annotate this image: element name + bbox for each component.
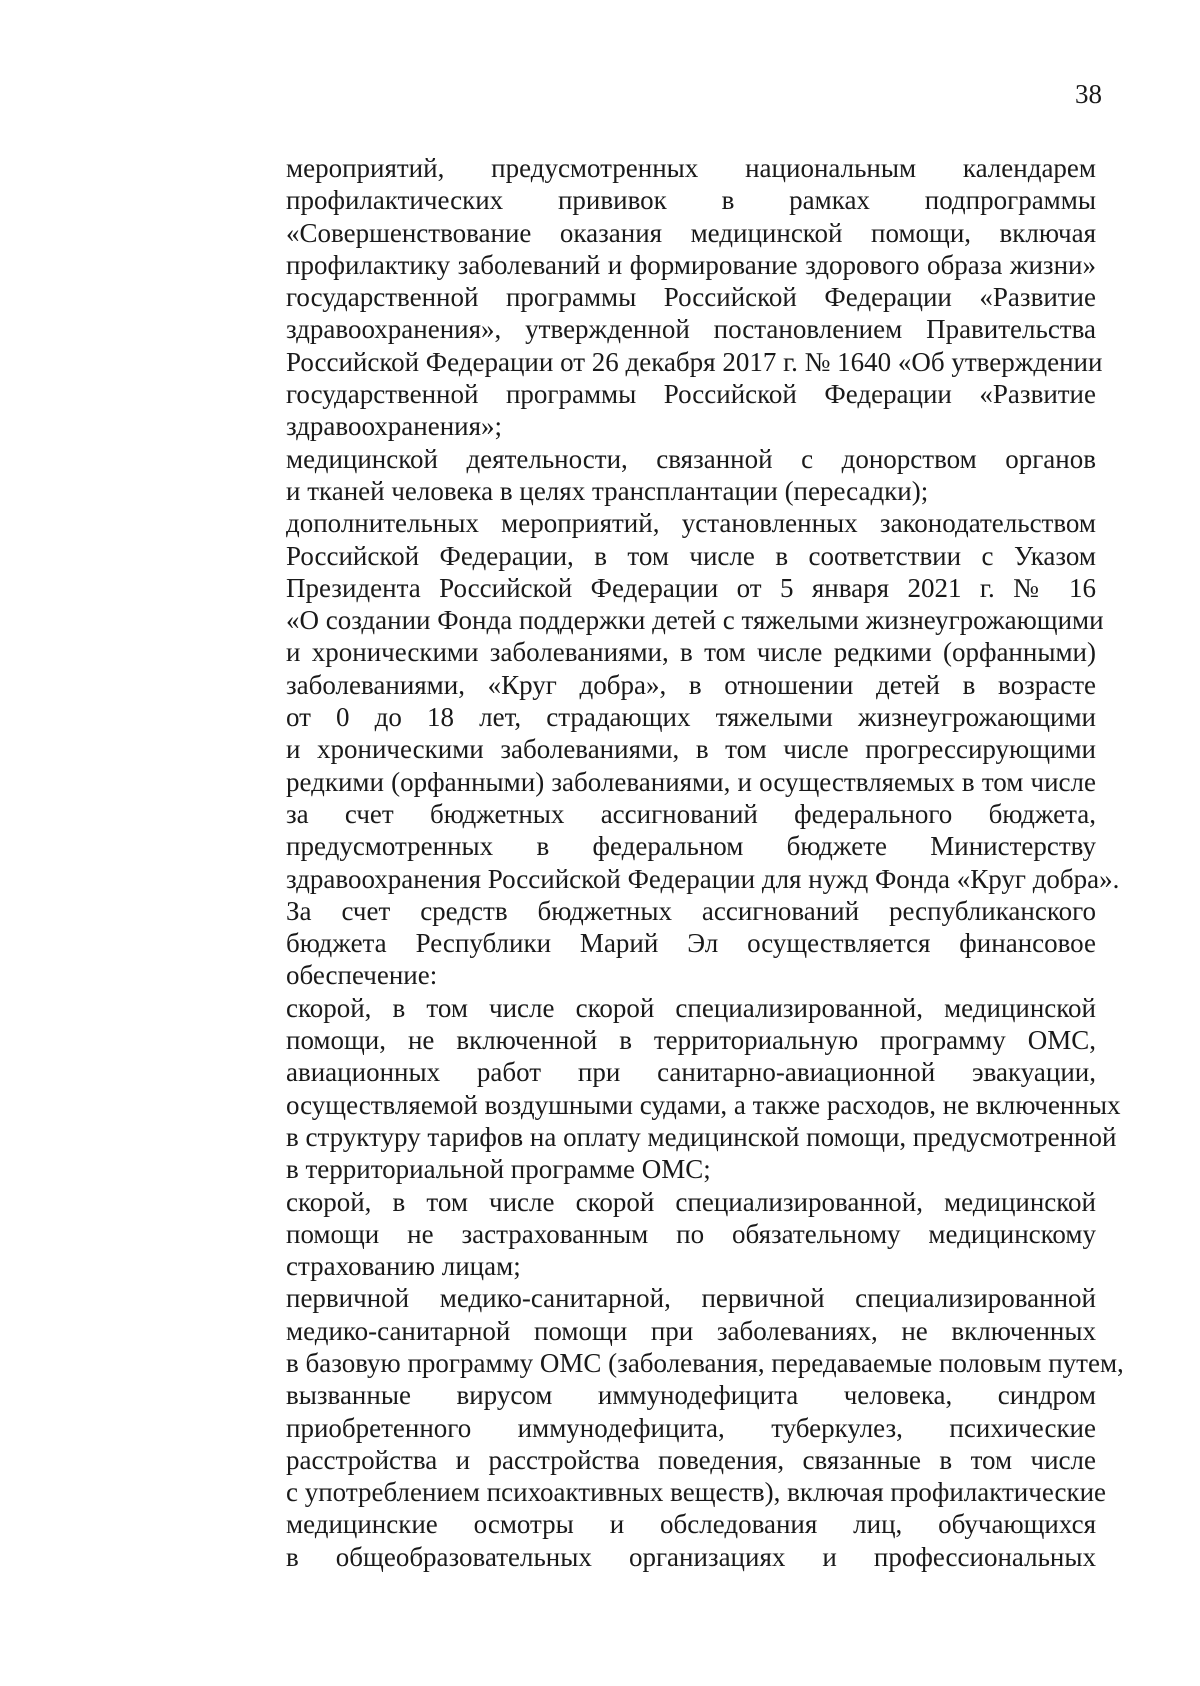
paragraph (220, 443, 1096, 508)
text-line: медицинские осмотры и обследования лиц, обучающихся (286, 1509, 1096, 1540)
paragraph (220, 1282, 1124, 1573)
text-line: первичной медико-санитарной, первичной специализированной (286, 1283, 1096, 1314)
text-line: и тканей человека в целях трансплантации (пересадки); (286, 475, 929, 506)
text-line: бюджета Республики Марий Эл осуществляется финансовое (286, 928, 1096, 959)
text-line: здравоохранения»; (286, 411, 503, 442)
text-line: в общеобразовательных организациях и профессиональных (286, 1541, 1096, 1572)
text-line: скорой, в том числе скорой специализированной, медицинской (286, 1186, 1096, 1217)
text-line: профилактику заболеваний и формирование здорового образа жизни» (286, 249, 1096, 280)
text-line: мероприятий, предусмотренных национальным календарем (286, 153, 1096, 183)
text-line: в базовую программу ОМС (заболевания, передаваемые половым путем, (286, 1347, 1124, 1378)
text-line: и хроническими заболеваниями, в том числе редкими (орфанными) (286, 637, 1096, 668)
page-number: 38 (1075, 79, 1102, 109)
text-line: «Совершенствование оказания медицинской помощи, включая (286, 217, 1096, 248)
text-line: заболеваниями, «Круг добра», в отношении детей в возрасте (286, 669, 1096, 700)
text-line: здравоохранения Российской Федерации для нужд Фонда «Круг добра». (286, 863, 1120, 894)
text-line: осуществляемой воздушными судами, а также расходов, не включенных (286, 1089, 1121, 1120)
text-line: обеспечение: (286, 960, 438, 991)
text-line: от 0 до 18 лет, страдающих тяжелыми жизнеугрожающими (286, 702, 1096, 733)
text-line: медико-санитарной помощи при заболеваниях, не включенных (286, 1315, 1096, 1346)
text-line: Российской Федерации, в том числе в соответствии с Указом (286, 540, 1096, 571)
text-line: в территориальной программе ОМС; (286, 1154, 711, 1185)
text-line: страхованию лицам; (286, 1251, 521, 1282)
text-line: вызванные вирусом иммунодефицита человека, синдром (286, 1380, 1096, 1411)
text-line: Президента Российской Федерации от 5 января 2021 г. № 16 (286, 572, 1096, 603)
text-line: «О создании Фонда поддержки детей с тяжелыми жизнеугрожающими (286, 605, 1104, 636)
text-line: в структуру тарифов на оплату медицинской помощи, предусмотренной (286, 1121, 1117, 1152)
text-line: с употреблением психоактивных веществ), включая профилактические (286, 1477, 1107, 1508)
text-line: За счет средств бюджетных ассигнований республиканского (286, 895, 1096, 926)
text-line: предусмотренных в федеральном бюджете Министерству (286, 831, 1096, 862)
text-line: Российской Федерации от 26 декабря 2017 г. № 1640 «Об утверждении (286, 346, 1103, 377)
text-line: авиационных работ при санитарно-авиационной эвакуации, (286, 1057, 1096, 1088)
text-line: и хроническими заболеваниями, в том числе прогрессирующими (286, 734, 1096, 765)
paragraph (220, 152, 1103, 443)
text-line: помощи, не включенной в территориальную программу ОМС, (286, 1025, 1096, 1056)
text-line: расстройства и расстройства поведения, связанные в том числе (286, 1444, 1096, 1475)
text-line: помощи не застрахованным по обязательному медицинскому (286, 1218, 1096, 1249)
text-line: здравоохранения», утвержденной постановлением Правительства (286, 314, 1096, 345)
text-line: за счет бюджетных ассигнований федерального бюджета, (286, 798, 1096, 829)
paragraph (220, 507, 1120, 895)
paragraph (220, 992, 1121, 1186)
text-line: скорой, в том числе скорой специализированной, медицинской (286, 992, 1096, 1023)
text-line: приобретенного иммунодефицита, туберкулез, психические (286, 1412, 1096, 1443)
text-line: дополнительных мероприятий, установленных законодательством (286, 508, 1096, 539)
text-line: государственной программы Российской Федерации «Развитие (286, 282, 1096, 313)
text-line: редкими (орфанными) заболеваниями, и осуществляемых в том числе (286, 766, 1096, 797)
text-line: профилактических прививок в рамках подпрограммы (286, 185, 1096, 216)
text-line: медицинской деятельности, связанной с донорством органов (286, 443, 1096, 474)
paragraph (220, 895, 1096, 992)
text-line: государственной программы Российской Федерации «Развитие (286, 379, 1096, 410)
document-body (220, 152, 1124, 1573)
paragraph (220, 1186, 1096, 1283)
